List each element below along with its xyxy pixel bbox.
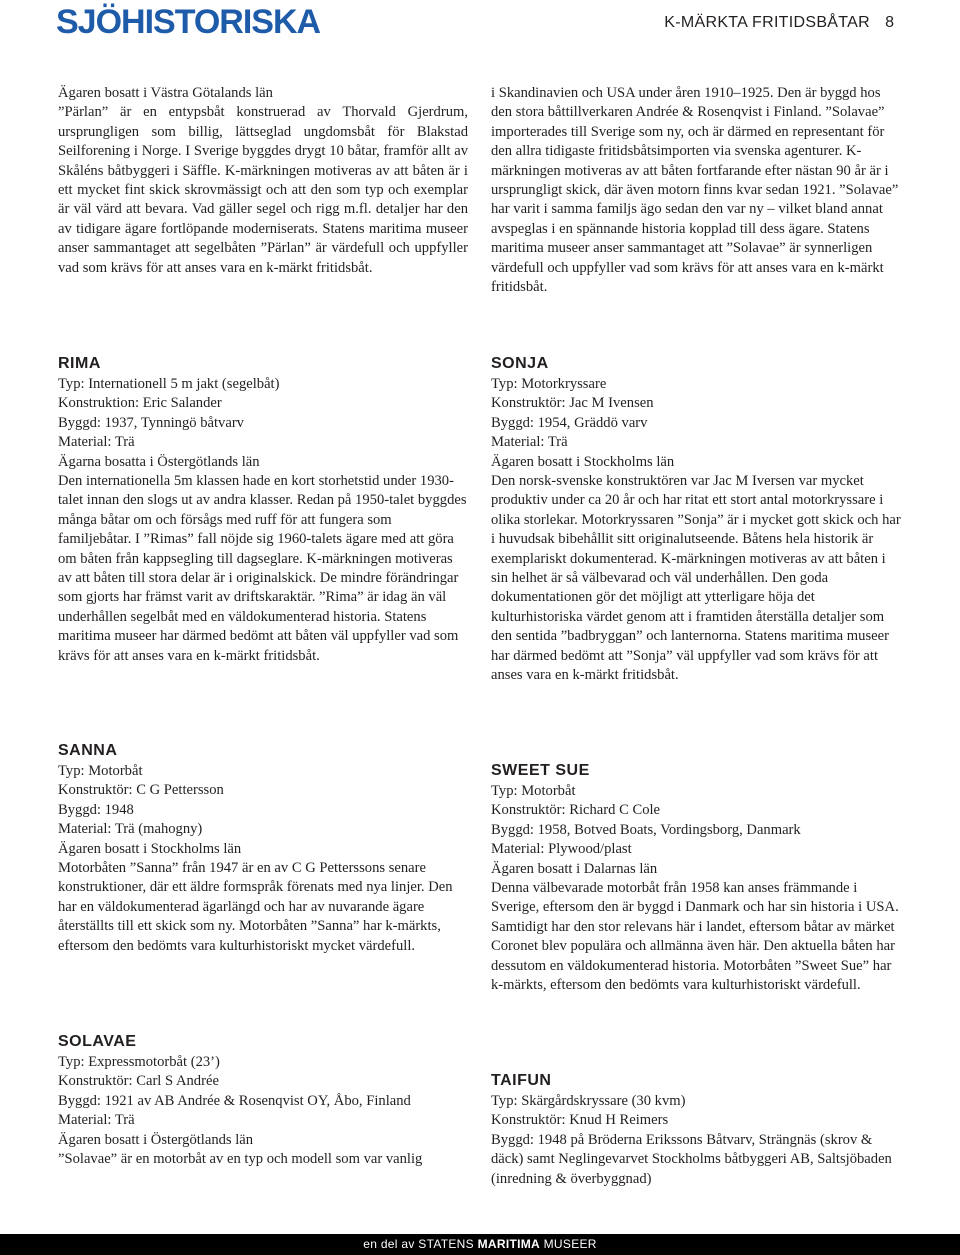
spec-line: Typ: Internationell 5 m jakt (segelbåt) [58,376,280,392]
entry-text: Motorbåten ”Sanna” från 1947 är en av C G Petterssons senare konstruktioner, där ett äldre formspråk förenats med nya linjer. Den har en väldokumenterad ägarlängd och har av nuvarande ägare återställts till ett skick som ny. Motorbåten ”Sanna” har k-märkts, eftersom den bedömts vara kulturhistoriskt mycket värdefull. [58,860,453,954]
solavae-continued [491,84,901,297]
entry-text: Den norsk-svenske konstruktören var Jac M Iversen var mycket produktiv under ca 20 år och har ritat ett stort antal motorkryssare i olika storlekar. Motorkryssaren ”Sonja” är i mycket gott skick och har i huvudsak bibehållit sitt originalutseende. Båtens hela historik är exemplariskt dokumenterad. K-märkningen motiveras av att båten i sin helhet är så välbevarad och väl underhållen. Den goda dokumentationen gör det möjligt att ytterligare höja det kulturhistoriska värdet genom att i framtiden återställa detaljer som den sentida ”badbryggan” och lanternorna. Statens maritima museer har därmed bedömt att ”Sonja” väl uppfyller vad som krävs för att anses vara en k-märkt fritidsbåt. [491,473,901,684]
footer-museer: MUSEER [543,1237,597,1251]
spec-line: Ägaren bosatt i Dalarnas län [491,860,658,877]
owner-line: Ägaren bosatt i Västra Götalands län [58,85,273,101]
entry-sonja [491,354,901,686]
spec-line: Byggd: 1921 av AB Andrée & Rosenqvist OY, Åbo, Finland [58,1092,411,1109]
spec-line: Byggd: 1958, Botved Boats, Vordingsborg, Danmark [491,821,801,838]
spec-line: Ägaren bosatt i Stockholms län [58,840,242,857]
spec-line: Byggd: 1948 [58,801,134,818]
entry-rima [58,354,468,666]
spec-line: Material: Trä [491,434,568,451]
intro-section [58,84,468,278]
section-title: K-MÄRKTA FRITIDSBÅTAR [664,14,870,31]
entry-heading: SWEET SUE [491,762,590,779]
spec-line: Konstruktör: Richard C Cole [491,802,661,819]
spec-line: Typ: Expressmotorbåt (23’) [58,1054,220,1070]
spec-line: Ägarna bosatta i Östergötlands län [58,453,260,470]
spec-line: Byggd: 1954, Gräddö varv [491,414,648,431]
spec-line: Material: Trä [58,1112,135,1129]
spec-line: Konstruktör: C G Pettersson [58,782,224,799]
spec-line: Typ: Motorbåt [491,783,576,799]
entry-heading: SONJA [491,355,549,372]
spec-line: Typ: Motorkryssare [491,376,607,392]
spec-line: Material: Trä (mahogny) [58,821,203,838]
spec-line: Material: Trä [58,434,135,451]
spec-list [491,782,901,879]
entry-text: Denna välbevarade motorbåt från 1958 kan anses främmande i Sverige, eftersom den är byggd i Danmark och har sin historia i USA. Samtidigt har den stor relevans här i landet, eftersom båtar av märket Coronet blev populära och allmänna även här. Den aktuella båten har dessutom en väldokumenterad historia. Motorbåten ”Sweet Sue” har k-märkts, eftersom den bedömts vara kulturhistoriskt värdefull. [491,880,899,994]
spec-list [491,375,901,472]
intro-text: ”Pärlan” är en entypsbåt konstruerad av Thorvald Gjerdrum, ursprungligen som billig, lättseglad ungdomsbåt för Blakstad Seilforening i Norge. I Sverige byggdes drygt 10 båtar, framför allt av Skåléns båtbyggeri i Säffle. K-märkningen motiveras av att båten är i ett mycket fint skick skrovmässigt och att den som typ och exemplar är väl värd att bevara. Vad gäller segel och rigg m.fl. detaljer har den av tidigare ägare fortlöpande moderniserats. Statens maritima museer anser sammantaget att segelbåten ”Pärlan” är värdefull och uppfyller vad som krävs för att anses vara en k-märkt fritidsbåt. [58,104,468,276]
entry-text: ”Solavae” är en motorbåt av en typ och modell som var vanlig [58,1151,423,1168]
spec-line: Byggd: 1948 på Bröderna Erikssons Båtvarv, Strängnäs (skrov & däck) samt Neglingevarvet Stockholms båtbyggeri AB, Saltsjöbaden (inredning & överbyggnad) [491,1131,892,1187]
entry-heading: SOLAVAE [58,1033,137,1050]
entry-sweet-sue [491,761,901,995]
spec-line: Typ: Motorbåt [58,763,143,779]
entry-heading: SANNA [58,742,118,759]
continued-text: i Skandinavien och USA under åren 1910–1925. Den är byggd hos den stora båttillverkaren Andrée & Rosenqvist i Finland. ”Solavae” importerades till Sverige som ny, och är därmed en representant för den allra tidigaste fritidsbåtsimporten via svenska agenturer. K-märkningen motiveras av att båten fortfarande efter nästan 90 år är i ursprungligt skick, där även motorn finns kvar sedan 1921. ”Solavae” har varit i samma familjs ägo sedan den var ny – vilket bland annat avspeglas i en spännande historia kopplad till dess ägare. Statens maritima museer anser sammantaget att ”Solavae” är synnerligen värdefull och uppfyller vad som krävs för att anses vara en k-märkt fritidsbåt. [491,85,899,296]
footer-maritima: MARITIMA [477,1237,540,1251]
spec-line: Konstruktion: Eric Salander [58,395,222,412]
footer-bar [0,1234,960,1255]
entry-heading: RIMA [58,355,101,372]
spec-list [58,762,468,859]
footer-text [0,1234,960,1255]
logo: SJÖHISTORISKA [56,3,321,41]
entry-sanna [58,741,468,956]
spec-list [58,1053,468,1150]
entry-taifun [491,1071,901,1189]
spec-line: Ägaren bosatt i Stockholms län [491,453,675,470]
spec-list [58,375,468,472]
footer-statens: STATENS [418,1237,474,1251]
entry-heading: TAIFUN [491,1072,552,1089]
spec-list [491,1092,901,1189]
entry-solavae [58,1032,468,1169]
spec-line: Ägaren bosatt i Östergötlands län [58,1131,254,1148]
spec-line: Material: Plywood/plast [491,841,632,858]
entry-text: Den internationella 5m klassen hade en kort storhetstid under 1930-talet innan den slogs ut av andra klasser. Redan på 1950-talet byggdes många båtar om och försågs med ruff för att fungera som familjebåtar. I ”Rimas” fall nöjde sig 1960-talets ägare med att göra om båten från kappsegling till dagseglare. K-märkningen motiveras av att båten till stora delar är i originalskick. De mindre förändringar som gjorts har främst varit av driftskaraktär. ”Rima” är idag än väl underhållen segelbåt med en väldokumenterad historia. Statens maritima museer har därmed bedömt att båten väl uppfyller vad som krävs för att anses vara en k-märkt fritidsbåt. [58,473,467,664]
spec-line: Konstruktör: Carl S Andrée [58,1073,219,1090]
spec-line: Konstruktör: Jac M Ivensen [491,395,654,412]
spec-line: Typ: Skärgårdskryssare (30 kvm) [491,1093,686,1109]
page-number: 8 [885,14,894,31]
spec-line: Byggd: 1937, Tynningö båtvarv [58,414,244,431]
spec-line: Konstruktör: Knud H Reimers [491,1112,669,1129]
footer-prefix: en del av [363,1237,415,1251]
